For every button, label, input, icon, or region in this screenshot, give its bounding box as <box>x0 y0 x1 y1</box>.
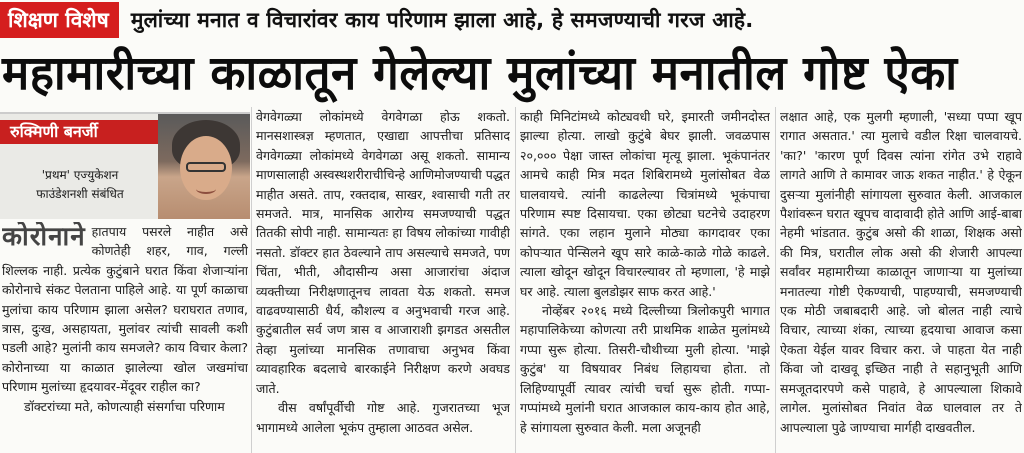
paragraph <box>256 398 510 437</box>
photo-glasses <box>186 162 226 172</box>
paragraph <box>2 397 248 416</box>
article-column-3 <box>520 107 770 453</box>
paragraph-text: वेगवेगळ्या लोकांमध्ये वेगवेगळा होऊ शकतो. मानसशास्त्रज्ञ म्हणतात, एखाद्या आपत्तीचा प्रतिसाद वेगवेगळ्या लोकांमध्ये वेगवेगळा असू शकतो. सामान्य माणसालाही अस्वस्थशरीराचीचिन्हे आणिमोजण्याची पद्धत माहीत असते. ताप, रक्तदाब, साखर, श्वासाची गती तर समजते. मात्र, मानसिक आरोग्य समजण्याची पद्धत तितकी सोपी नाही. सामान्यतः हा विषय लोकांच्या गावीही नसतो. डॉक्टर हात ठेवल्याने ताप असल्याचे समजते, पण चिंता, भीती, औदासीन्य असा आजारांचा अंदाज व्यक्तीच्या निरीक्षणातूनच लावता येऊ शकतो. समज वाढवण्यासाठी धैर्य, कौशल्य व अनुभवाची गरज आहे. कुटुंबातील सर्व जण त्रास व आजाराशी झगडत असतील तेव्हा मुलांच्या मानसिक तणावाचा अनुभव किंवा व्यावहारिक बदलाचे बारकाईने निरीक्षण करणे अवघड जाते. <box>256 109 510 396</box>
author-name: रुक्मिणी बनर्जी <box>0 120 158 144</box>
byline-box <box>0 112 250 219</box>
column-divider <box>251 107 252 453</box>
author-role-line1: 'प्रथम' एज्युकेशन <box>41 168 119 182</box>
paragraph-text: डॉक्टरांच्या मते, कोणत्याही संसर्गाचा परिणाम <box>24 398 225 414</box>
paragraph-text: नोव्हेंबर २०१६ मध्ये दिल्लीच्या त्रिलोकपुरी भागात महापालिकेच्या कोणत्या तरी प्राथमिक शाळेत मुलांमध्ये गप्पा सुरू होत्या. तिसरी-चौथीच्या मुली होत्या. 'माझे कुटुंब' या विषयावर निबंध लिहायचा होता. तो लिहिण्यापूर्वी त्यावर त्यांची चर्चा सुरू होती. गप्पा-गप्पांमध्ये मुलांनी घरात आजकाल काय-काय होत आहे, हे सांगायला सुरुवात केली. मला अजूनही <box>520 303 770 435</box>
paragraph <box>520 107 770 301</box>
paragraph-text: हातपाय पसरले नाहीत असे कोणतेही शहर, गाव, गल्ली शिल्लक नाही. प्रत्येक कुटुंबाने घरात किंवा शेजाऱ्यांना कोरोनाचे संकट पेलताना पाहिले आहे. या पूर्ण काळाचा मुलांचा काय परिणाम झाला असेल? घराघरात तणाव, त्रास, दुःख, असहायता, मुलांवर त्यांची सावली कशी पडली आहे? मुलांनी काय समजले? काय विचार केला? कोरोनाच्या या काळात झालेल्या खोल जखमांचा परिणाम मुलांच्या हृदयावर-मेंदूवर राहील का? <box>2 224 248 395</box>
article-column-4 <box>780 107 1022 453</box>
top-bar <box>0 0 1024 40</box>
photo-smile <box>196 184 216 194</box>
author-role-line2: फाउंडेशनशी संबंधित <box>36 187 124 201</box>
section-kicker: शिक्षण विशेष <box>0 2 119 38</box>
author-role <box>0 166 160 204</box>
paragraph <box>256 107 510 398</box>
paragraph-text: लक्षात आहे, एक मुलगी म्हणाली, 'सध्या पप्पा खूप रागात असतात.' त्या मुलाचे वडील रिक्षा चालवायचे. 'का?' 'कारण पूर्ण दिवस त्यांना रांगेत उभे राहावे लागते आणि ते कामावर जाऊ शकत नाहीत.' हे ऐकून दुसऱ्या मुलांनीही सांगायला सुरुवात केली. आजकाल पैशांवरून घरात खूपच वादावादी होते आणि आई-बाबा नेहमी भांडतात. कुटुंब असो की शाळा, शिक्षक असो की मित्र, घरातील लोक असो की शेजारी आपल्या सर्वांवर महामारीच्या काळातून जाणाऱ्या या मुलांच्या मनातल्या गोष्टी ऐकण्याची, पाहण्याची, समजण्याची एक मोठी जबाबदारी आहे. जो बोलत नाही त्याचे विचार, त्याच्या शंका, त्याच्या हृदयाचा आवाज कसा ऐकता येईल यावर विचार करा. जे पाहता येत नाही किंवा जो दाखवू इच्छित नाही ते सहानुभूती आणि समजूतदारपणे कसे पाहावे, हे आपल्याला शिकावे लागेल. मुलांसोबत निवांत वेळ घालवाल तर ते आपल्याला पुढे जाण्याचा मार्गही दाखवतील. <box>780 109 1022 435</box>
kicker-subline: मुलांच्या मनात व विचारांवर काय परिणाम झाला आहे, हे समजण्याची गरज आहे. <box>130 8 754 32</box>
article-column-1 <box>2 222 248 453</box>
paragraph <box>2 222 248 397</box>
article-column-2 <box>256 107 510 453</box>
paragraph <box>520 301 770 437</box>
headline: महामारीच्या काळातून गेलेल्या मुलांच्या मनातील गोष्ट ऐका <box>1 46 958 101</box>
author-photo <box>158 114 250 219</box>
paragraph-text: काही मिनिटांमध्ये कोट्यवधी घरे, इमारती जमीनदोस्त झाल्या होत्या. लाखो कुटुंबे बेघर झाली. जवळपास २०,००० पेक्षा जास्त लोकांचा मृत्यू झाला. भूकंपानंतर आमचे काही मित्र मदत शिबिरामध्ये मुलांसोबत वेळ घालवायचे. त्यांनी काढलेल्या चित्रांमध्ये भूकंपाचा परिणाम स्पष्ट दिसायचा. एका छोट्या घटनेचे उदाहरण सांगते. एका लहान मुलाने मोठ्या कागदावर एका कोपऱ्यात पेन्सिलने खूप सारे काळे-काळे गोळे काढले. त्याला खोदून खोदून विचारल्यावर तो म्हणाला, 'हे माझे घर आहे. त्याला बुलडोझर साफ करत आहे.' <box>520 109 770 299</box>
drop-word: कोरोनाने <box>2 222 86 252</box>
paragraph <box>780 107 1022 437</box>
column-divider <box>775 107 776 453</box>
paragraph-text: वीस वर्षांपूर्वीची गोष्ट आहे. गुजरातच्या भूज भागामध्ये आलेला भूकंप तुम्हाला आठवत असेल. <box>256 400 510 435</box>
column-divider <box>515 107 516 453</box>
